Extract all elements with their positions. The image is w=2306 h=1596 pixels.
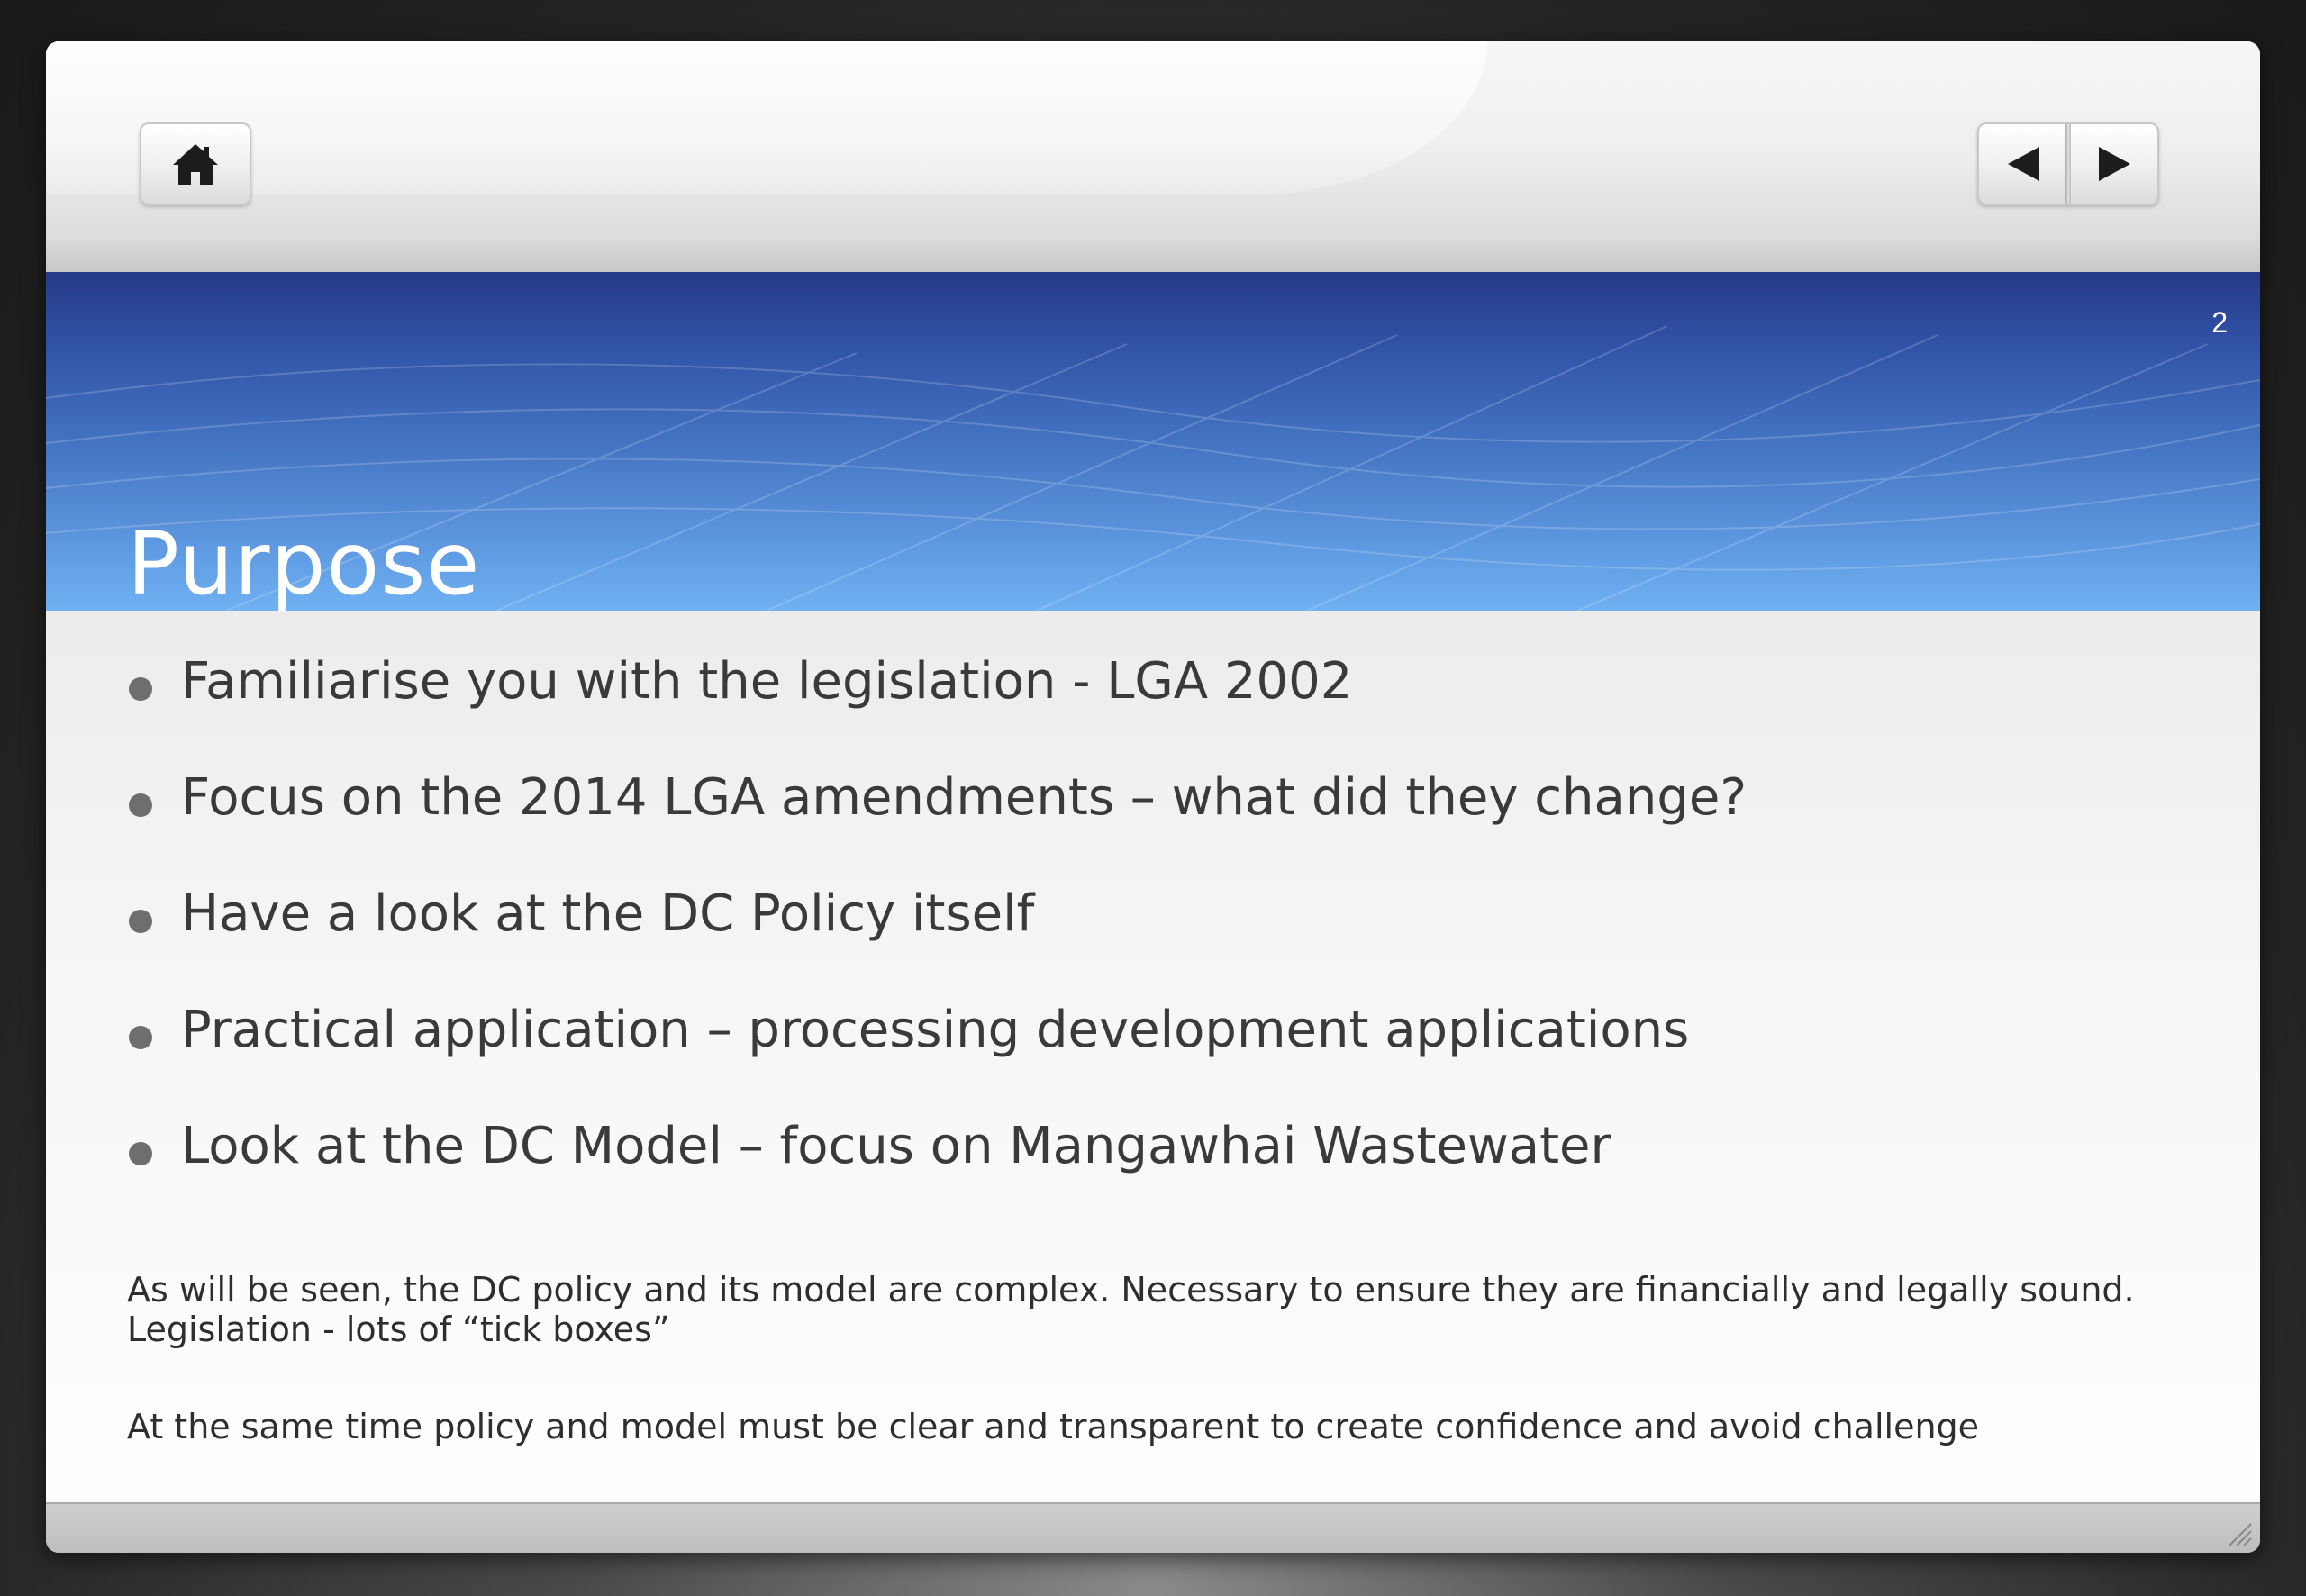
slide-content <box>46 611 2260 1540</box>
bullet-text: Look at the DC Model – focus on Mangawhai Wastewater <box>181 1117 1611 1175</box>
bullet-icon <box>129 793 152 817</box>
note-line: Legislation - lots of “tick boxes” <box>127 1310 670 1349</box>
bullet-text: Familiarise you with the legislation - LGA 2002 <box>181 652 1353 711</box>
slide-number: 2 <box>2211 306 2228 339</box>
bullet-text: Focus on the 2014 LGA amendments – what did they change? <box>181 768 1748 827</box>
note-paragraph <box>127 1270 2199 1349</box>
status-bar <box>46 1502 2260 1553</box>
home-icon <box>170 141 221 187</box>
bullet-text: Practical application – processing development applications <box>181 1001 1690 1059</box>
toolbar-sheen <box>46 41 1487 195</box>
bullet-icon <box>129 1026 152 1049</box>
arrow-right-icon <box>2094 143 2134 185</box>
next-slide-button[interactable] <box>2069 122 2159 205</box>
home-button[interactable] <box>140 122 251 205</box>
slide-header <box>46 272 2260 611</box>
note-paragraph: At the same time policy and model must be clear and transparent to create confidence and avoid challenge <box>127 1407 1980 1446</box>
resize-grip-icon[interactable] <box>2222 1517 2253 1547</box>
bullet-icon <box>129 910 152 933</box>
bullet-icon <box>129 677 152 701</box>
arrow-left-icon <box>2003 143 2043 185</box>
note-line: As will be seen, the DC policy and its model are complex. Necessary to ensure they are financially and legally sound. <box>127 1270 2135 1310</box>
bullet-icon <box>129 1142 152 1165</box>
slide-viewer-window <box>46 41 2260 1553</box>
toolbar <box>46 41 2260 272</box>
previous-slide-button[interactable] <box>1977 122 2069 205</box>
bullet-text: Have a look at the DC Policy itself <box>181 884 1035 943</box>
slide-title: Purpose <box>127 513 481 611</box>
